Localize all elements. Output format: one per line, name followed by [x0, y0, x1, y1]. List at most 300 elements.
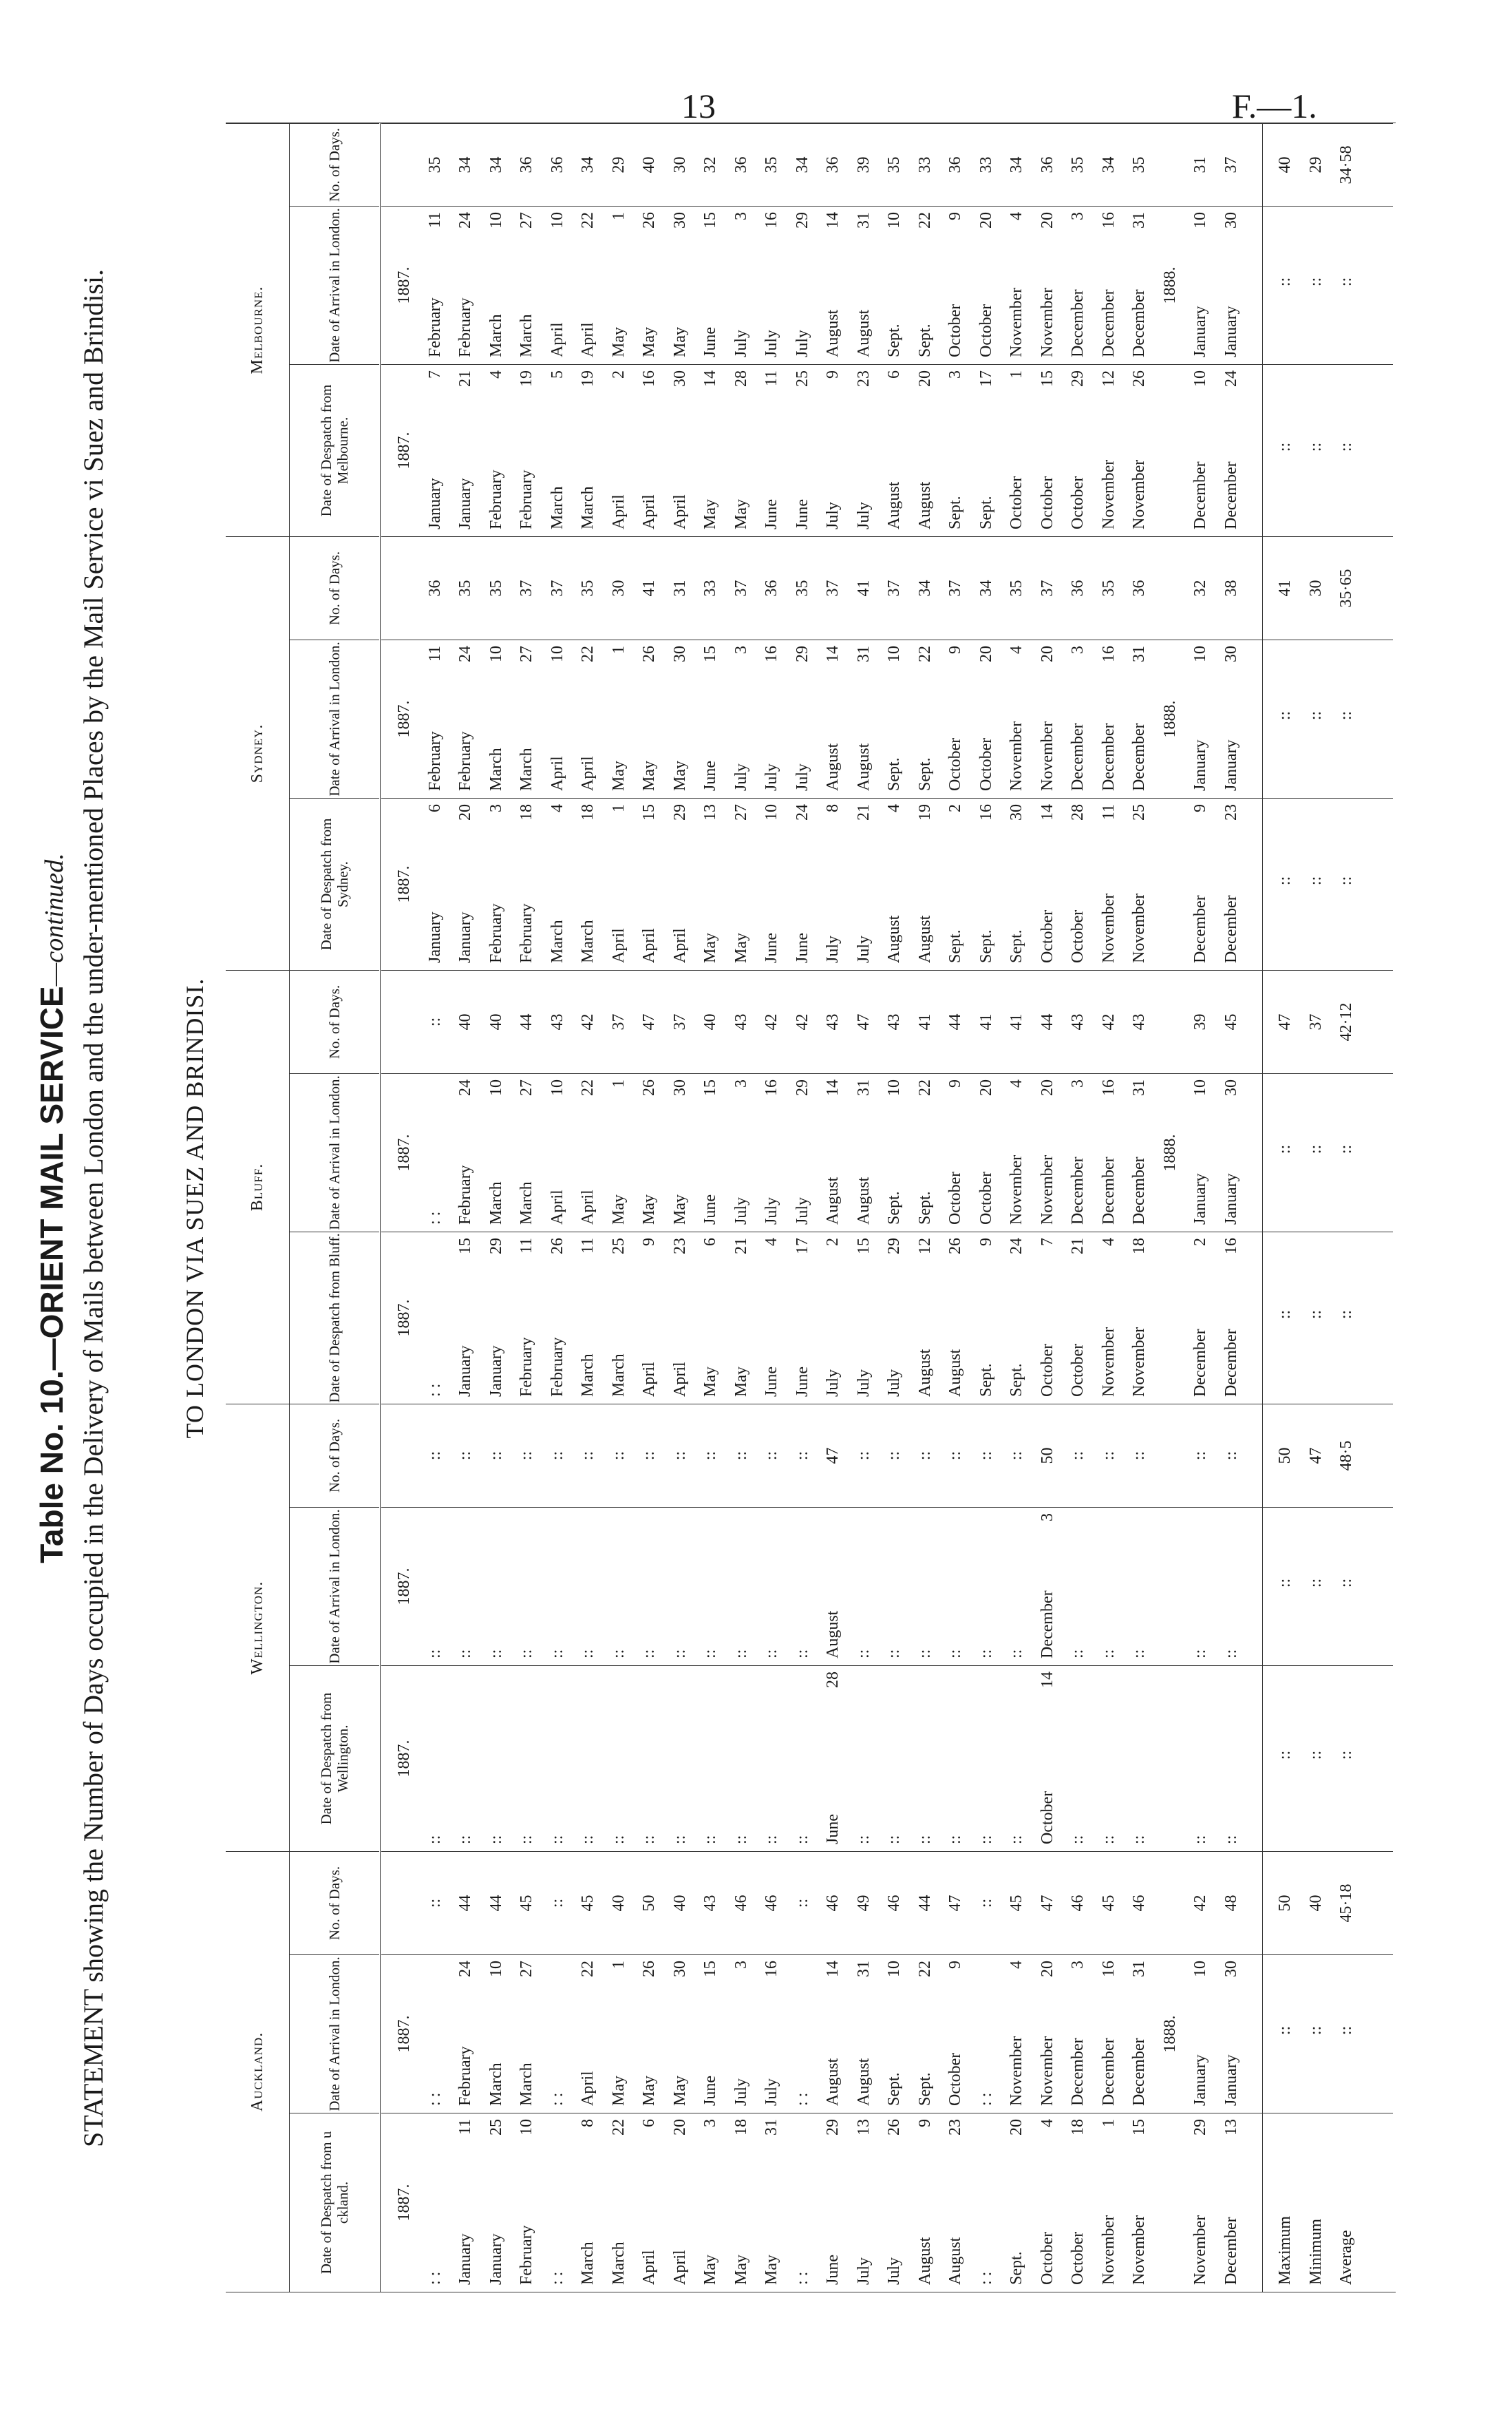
date-day: 31 [1130, 1079, 1148, 1096]
date-day: 16 [763, 646, 780, 662]
date-month: June [793, 933, 811, 963]
date-day: 10 [487, 1961, 505, 1977]
date-cell [977, 640, 995, 798]
date-day: 28 [1069, 804, 1087, 821]
table-cell: :: [487, 1649, 505, 1658]
date-day: 31 [1130, 646, 1148, 662]
date-month: August [824, 743, 842, 791]
date-cell [549, 1232, 566, 1404]
date-cell [487, 799, 505, 970]
date-cell [1130, 365, 1148, 536]
table-cell: 43 [701, 1895, 719, 1912]
summary-value: :: [1337, 277, 1355, 287]
summary-value: :: [1276, 876, 1294, 886]
date-month: December [1069, 723, 1087, 791]
date-month: May [701, 2255, 719, 2285]
date-day: 27 [518, 1961, 535, 1977]
table-cell: 47 [854, 1013, 873, 1031]
table-cell: :: [732, 1835, 750, 1844]
date-month: Sept. [977, 1363, 995, 1397]
table-column [381, 1954, 1393, 2113]
date-day: 31 [1130, 1961, 1148, 1977]
date-month: July [885, 1369, 903, 1397]
date-cell [1069, 1232, 1087, 1404]
date-cell [518, 1955, 535, 2113]
table-cell: :: [854, 1451, 873, 1461]
table-cell: 31 [1191, 156, 1209, 173]
date-cell [1222, 207, 1240, 364]
date-month: October [1038, 909, 1056, 963]
summary-value: 34·58 [1337, 145, 1355, 184]
column-header: Date of Arrival in London. [290, 1073, 379, 1232]
table-cell: 36 [946, 156, 964, 173]
summary-value: :: [1306, 2025, 1325, 2036]
date-day: 15 [701, 1079, 719, 1096]
date-day: 22 [915, 212, 934, 229]
table-cell: 34 [579, 156, 597, 173]
date-day: 4 [548, 804, 566, 812]
date-day: 2 [946, 804, 964, 812]
date-day: 20 [670, 2119, 689, 2135]
date-month: July [885, 2257, 903, 2285]
table-cell: :: [1130, 1649, 1148, 1658]
date-day: 15 [640, 804, 658, 821]
date-cell [1039, 365, 1056, 536]
date-day: 4 [1008, 212, 1025, 220]
date-cell [701, 1074, 719, 1232]
date-cell [763, 799, 780, 970]
date-day: 27 [732, 804, 750, 821]
date-month: February [456, 1165, 474, 1225]
date-month: November [1008, 287, 1025, 357]
date-day: 9 [915, 2119, 934, 2127]
date-day: 16 [763, 212, 780, 229]
table-cell: :: [793, 1451, 811, 1461]
date-month: February [518, 903, 535, 963]
date-month: December [1222, 461, 1240, 529]
table-cell: :: [548, 1451, 566, 1461]
table-cell: 1887. [395, 865, 413, 903]
table-cell: :: [640, 1835, 658, 1844]
date-day: 10 [763, 804, 780, 821]
date-cell [610, 1955, 628, 2113]
table-cell: 34 [487, 156, 505, 173]
date-day: 3 [1038, 1513, 1056, 1521]
date-cell [763, 1074, 780, 1232]
date-day: 25 [793, 370, 811, 387]
table-cell: 36 [1038, 156, 1056, 173]
table-column [381, 970, 1393, 1073]
date-month: October [1038, 476, 1056, 529]
table-cell: 47 [824, 1447, 842, 1464]
summary-value: 50 [1276, 1895, 1294, 1912]
date-day: 29 [670, 804, 689, 821]
date-day: 9 [946, 1079, 964, 1088]
summary-value: :: [1276, 1309, 1294, 1320]
summary-value: :: [1306, 1750, 1325, 1760]
date-month: April [670, 2250, 689, 2285]
date-cell [487, 1074, 505, 1232]
table-cell: 34 [1008, 156, 1025, 173]
date-day: 16 [763, 1079, 780, 1096]
date-day: 10 [487, 1079, 505, 1096]
date-cell [1008, 1232, 1025, 1404]
table-cell: 50 [1038, 1447, 1056, 1464]
date-month: August [885, 915, 903, 963]
date-day: 26 [946, 1238, 964, 1254]
date-day: 25 [609, 1238, 628, 1254]
table-cell: 29 [609, 156, 628, 173]
table-cell: :: [977, 1898, 995, 1908]
date-month: May [701, 1367, 719, 1397]
date-day: 10 [1191, 370, 1209, 387]
date-day: 20 [1038, 1079, 1056, 1096]
summary-value: 42·12 [1337, 1002, 1355, 1042]
date-month: Sept. [885, 757, 903, 791]
date-month: January [487, 1345, 505, 1397]
date-day: 16 [1099, 1961, 1118, 1977]
date-cell [640, 1955, 658, 2113]
group-header: Bluff. [226, 970, 289, 1404]
date-day: 29 [1069, 370, 1087, 387]
table-cell: 1888. [1160, 1134, 1179, 1172]
date-month: June [763, 933, 780, 963]
table-cell: 43 [885, 1013, 903, 1031]
date-month: Sept. [977, 929, 995, 963]
date-day: 4 [1038, 2119, 1056, 2127]
date-cell [794, 1074, 811, 1232]
table-cell: 36 [518, 156, 535, 173]
group-header: Melbourne. [226, 123, 289, 536]
date-day: 15 [701, 646, 719, 662]
summary-value: :: [1306, 277, 1325, 287]
date-day: 3 [701, 2119, 719, 2127]
date-month: February [518, 470, 535, 529]
table-cell: 46 [885, 1895, 903, 1912]
date-cell [1008, 1074, 1025, 1232]
date-month: January [456, 1345, 474, 1397]
date-day: 10 [518, 2119, 535, 2135]
table-cell: 37 [885, 580, 903, 597]
date-month: June [763, 1367, 780, 1397]
date-month: October [1069, 909, 1087, 963]
date-day: 9 [946, 212, 964, 220]
date-day: 9 [946, 1961, 964, 1969]
table-cell: :: [915, 1835, 934, 1844]
table-cell: 45 [1099, 1895, 1118, 1912]
date-cell [701, 2113, 719, 2292]
date-day: 14 [824, 646, 842, 662]
date-cell [732, 2113, 750, 2292]
date-month: November [1038, 1154, 1056, 1225]
date-cell [885, 640, 903, 798]
summary-label: Average [1337, 2230, 1355, 2285]
table-cell: :: [885, 1451, 903, 1461]
date-cell [610, 207, 628, 364]
date-cell [885, 207, 903, 364]
table-cell: 45 [1008, 1895, 1025, 1912]
table-cell: 33 [977, 156, 995, 173]
date-day: 26 [548, 1238, 566, 1254]
date-day: 6 [885, 370, 903, 379]
date-cell [456, 640, 474, 798]
date-day: 3 [732, 1961, 750, 1969]
date-month: March [579, 2242, 597, 2285]
date-cell [1039, 1232, 1056, 1404]
table-cell: 42 [579, 1013, 597, 1031]
table-cell: 35 [425, 156, 444, 173]
table-cell: 50 [640, 1895, 658, 1912]
date-cell [671, 799, 689, 970]
date-cell [1100, 799, 1118, 970]
date-day: 24 [793, 804, 811, 821]
date-month: May [640, 1194, 658, 1225]
summary-value: :: [1337, 442, 1355, 452]
date-month: December [1099, 289, 1118, 357]
date-cell [763, 1955, 780, 2113]
date-day: 15 [1130, 2119, 1148, 2135]
date-day: 26 [1130, 370, 1148, 387]
date-day: 17 [977, 370, 995, 387]
date-month: October [946, 1171, 964, 1225]
date-cell [549, 640, 566, 798]
date-month: March [518, 2063, 535, 2106]
date-month: January [1222, 1173, 1240, 1225]
date-cell [1039, 2113, 1056, 2292]
table-cell: 47 [946, 1895, 964, 1912]
date-day: 3 [487, 804, 505, 812]
date-day: 14 [1038, 804, 1056, 821]
date-cell [1130, 1074, 1148, 1232]
date-day: 28 [732, 370, 750, 387]
date-month: July [854, 1369, 873, 1397]
table-cell: :: [977, 1451, 995, 1461]
date-cell [824, 1074, 842, 1232]
date-day: 14 [701, 370, 719, 387]
date-month: July [854, 2257, 873, 2285]
date-month: July [854, 935, 873, 963]
date-day: 15 [701, 1961, 719, 1977]
date-cell [732, 1955, 750, 2113]
date-day: 31 [854, 1961, 873, 1977]
table-cell: :: [946, 1451, 964, 1461]
subheading: TO LONDON VIA SUEZ AND BRINDISI. [181, 978, 209, 1439]
date-month: Sept. [1008, 2251, 1025, 2285]
date-day: 3 [732, 1079, 750, 1088]
table-cell: :: [456, 1451, 474, 1461]
date-month: December [1069, 2038, 1087, 2106]
date-month: May [670, 761, 689, 791]
table-cell: 1887. [395, 1299, 413, 1337]
summary-value: :: [1337, 1144, 1355, 1154]
date-day: 13 [701, 804, 719, 821]
date-day: 26 [640, 646, 658, 662]
date-cell [487, 2113, 505, 2292]
date-month: Sept. [915, 757, 934, 791]
date-month: January [1191, 306, 1209, 357]
date-month: November [1099, 459, 1118, 529]
date-cell [1222, 1074, 1240, 1232]
date-cell [794, 365, 811, 536]
date-month: June [793, 499, 811, 529]
date-cell [1069, 1074, 1087, 1232]
date-cell [946, 1232, 964, 1404]
date-day: 10 [885, 646, 903, 662]
date-cell [885, 365, 903, 536]
date-cell [456, 207, 474, 364]
summary-value: 47 [1306, 1447, 1325, 1464]
date-cell [549, 365, 566, 536]
date-cell [946, 365, 964, 536]
table-cell: :: [732, 1649, 750, 1658]
table-cell: 35 [1008, 580, 1025, 597]
date-day: 5 [548, 370, 566, 379]
table-cell: : : [425, 1383, 444, 1397]
table-cell: 37 [1222, 156, 1240, 173]
table-cell: :: [548, 1898, 566, 1908]
date-cell [916, 1232, 934, 1404]
date-month: January [425, 478, 444, 529]
date-cell [610, 1074, 628, 1232]
date-month: August [824, 2058, 842, 2106]
date-day: 3 [1069, 212, 1087, 220]
table-column [381, 1851, 1393, 1954]
date-day: 24 [456, 646, 474, 662]
date-cell [610, 799, 628, 970]
table-cell: 44 [1038, 1013, 1056, 1031]
table-cell: 1888. [1160, 266, 1179, 304]
date-day: 25 [1130, 804, 1148, 821]
date-day: 11 [579, 1238, 597, 1254]
table-cell: 1887. [395, 1134, 413, 1172]
date-day: 10 [885, 1961, 903, 1977]
column-header: Date of Arrival in London. [290, 1507, 379, 1665]
date-month: December [1038, 1590, 1056, 1658]
date-cell [855, 207, 873, 364]
table-column [381, 2113, 1393, 2292]
date-cell [794, 640, 811, 798]
table-cell: :: [1222, 1451, 1240, 1461]
table-cell: :: [548, 1835, 566, 1844]
date-month: April [609, 494, 628, 529]
date-cell [916, 365, 934, 536]
date-cell [1130, 640, 1148, 798]
date-day: 3 [732, 646, 750, 654]
summary-value: :: [1276, 1144, 1294, 1154]
table-cell: 40 [487, 1013, 505, 1031]
date-cell [701, 207, 719, 364]
date-day: 3 [946, 370, 964, 379]
date-day: 20 [1038, 646, 1056, 662]
table-column [381, 798, 1393, 970]
date-month: July [824, 935, 842, 963]
date-month: October [946, 2052, 964, 2106]
table-cell: 46 [1069, 1895, 1087, 1912]
date-day: 23 [946, 2119, 964, 2135]
table-cell: 1888. [1160, 700, 1179, 738]
date-cell [640, 365, 658, 536]
date-day: 18 [1069, 2119, 1087, 2135]
date-day: 26 [640, 1079, 658, 1096]
table-cell: :: [1130, 1835, 1148, 1844]
date-month: August [854, 309, 873, 357]
date-day: 22 [579, 1961, 597, 1977]
date-month: May [670, 327, 689, 357]
date-month: April [640, 2250, 658, 2285]
date-cell [1039, 207, 1056, 364]
date-cell [456, 799, 474, 970]
date-cell [946, 640, 964, 798]
date-cell [1130, 1232, 1148, 1404]
date-day: 10 [548, 646, 566, 662]
title-main: Table No. 10.—ORIENT MAIL SERVICE [34, 986, 70, 1563]
summary-value: 40 [1276, 156, 1294, 173]
date-month: March [579, 1353, 597, 1397]
table-cell: :: [1008, 1835, 1025, 1844]
table-cell: :: [1191, 1649, 1209, 1658]
date-month: October [1069, 2231, 1087, 2285]
table-cell: 41 [1008, 1013, 1025, 1031]
date-cell [824, 640, 842, 798]
summary-value: 37 [1306, 1013, 1325, 1031]
date-month: April [670, 1362, 689, 1397]
date-cell [579, 1074, 597, 1232]
date-day: 1 [609, 646, 628, 654]
date-day: 1 [609, 804, 628, 812]
table-cell: : : [793, 2271, 811, 2285]
date-day: 24 [456, 212, 474, 229]
date-month: August [946, 2237, 964, 2285]
table-cell: :: [946, 1835, 964, 1844]
date-day: 10 [885, 212, 903, 229]
date-day: 27 [518, 646, 535, 662]
date-day: 30 [1222, 646, 1240, 662]
date-cell [1008, 207, 1025, 364]
date-cell [916, 1074, 934, 1232]
date-month: July [732, 1196, 750, 1225]
date-cell [885, 1074, 903, 1232]
date-day: 3 [1069, 646, 1087, 654]
date-day: 24 [1222, 370, 1240, 387]
date-cell [855, 365, 873, 536]
date-day: 10 [548, 1079, 566, 1096]
date-month: November [1130, 459, 1148, 529]
date-cell [610, 365, 628, 536]
date-month: August [885, 481, 903, 529]
table-cell: 41 [977, 1013, 995, 1031]
date-day: 2 [1191, 1238, 1209, 1246]
date-cell [824, 365, 842, 536]
date-month: March [487, 314, 505, 357]
date-cell [1100, 1232, 1118, 1404]
date-cell [549, 799, 566, 970]
date-day: 19 [579, 370, 597, 387]
date-day: 28 [824, 1671, 842, 1688]
table-cell: :: [977, 1649, 995, 1658]
date-month: February [456, 2046, 474, 2106]
date-cell [1191, 640, 1209, 798]
date-cell [1222, 640, 1240, 798]
table-cell: :: [885, 1649, 903, 1658]
date-month: November [1038, 287, 1056, 357]
table-cell: 45 [518, 1895, 535, 1912]
date-day: 18 [518, 804, 535, 821]
table-cell: 36 [548, 156, 566, 173]
date-day: 20 [977, 1079, 995, 1096]
date-month: Sept. [885, 1191, 903, 1225]
table-cell: 1887. [395, 700, 413, 738]
date-cell [426, 207, 444, 364]
